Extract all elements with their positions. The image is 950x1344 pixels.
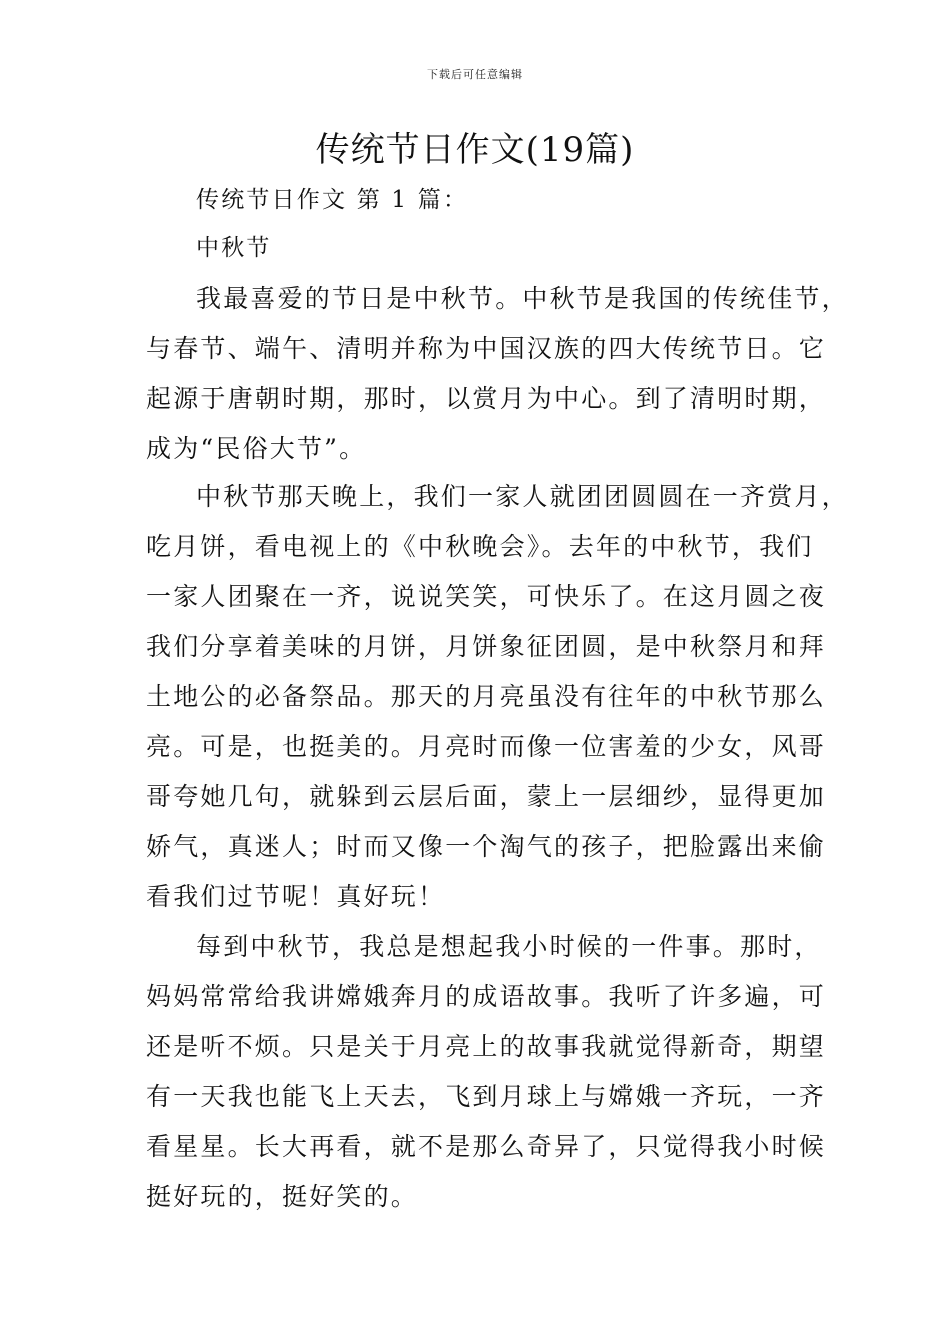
paragraph-line: 哥夸她几句，就躲到云层后面，蒙上一层细纱，显得更加 bbox=[146, 782, 827, 811]
paragraph-line: 我们分享着美味的月饼，月饼象征团圆，是中秋祭月和拜 bbox=[146, 632, 827, 661]
paragraph-line: 中秋节那天晚上，我们一家人就团团圆圆在一齐赏月， bbox=[196, 482, 849, 511]
paragraph-line: 看星星。长大再看，就不是那么奇异了，只觉得我小时候 bbox=[146, 1132, 827, 1161]
document-title: 传统节日作文(19篇) bbox=[315, 130, 635, 170]
paragraph-line: 亮。可是，也挺美的。月亮时而像一位害羞的少女，风哥 bbox=[146, 732, 827, 761]
paragraph-line: 吃月饼，看电视上的《中秋晚会》。去年的中秋节，我们 bbox=[146, 532, 814, 561]
paragraph-line: 有一天我也能飞上天去，飞到月球上与嫦娥一齐玩，一齐 bbox=[146, 1082, 827, 1111]
paragraph-line: 每到中秋节，我总是想起我小时候的一件事。那时， bbox=[196, 932, 822, 961]
paragraph-line: 成为“民俗大节”。 bbox=[146, 434, 367, 463]
page-header-note: 下载后可任意编辑 bbox=[427, 68, 523, 81]
paragraph-line: 起源于唐朝时期，那时，以赏月为中心。到了清明时期， bbox=[146, 384, 827, 413]
paragraph-line: 与春节、端午、清明并称为中国汉族的四大传统节日。它 bbox=[146, 334, 827, 363]
paragraph-line: 娇气，真迷人；时而又像一个淘气的孩子，把脸露出来偷 bbox=[146, 832, 827, 861]
paragraph-line: 土地公的必备祭品。那天的月亮虽没有往年的中秋节那么 bbox=[146, 682, 827, 711]
paragraph-line: 我最喜爱的节日是中秋节。中秋节是我国的传统佳节， bbox=[196, 284, 849, 313]
section-heading: 传统节日作文 第 1 篇： bbox=[196, 187, 469, 213]
essay-title: 中秋节 bbox=[196, 235, 272, 261]
paragraph-line: 看我们过节呢！真好玩！ bbox=[146, 882, 446, 911]
paragraph-line: 还是听不烦。只是关于月亮上的故事我就觉得新奇，期望 bbox=[146, 1032, 827, 1061]
paragraph-line: 妈妈常常给我讲嫦娥奔月的成语故事。我听了许多遍，可 bbox=[146, 982, 827, 1011]
paragraph-line: 挺好玩的，挺好笑的。 bbox=[146, 1182, 419, 1211]
paragraph-line: 一家人团聚在一齐，说说笑笑，可快乐了。在这月圆之夜 bbox=[146, 582, 827, 611]
